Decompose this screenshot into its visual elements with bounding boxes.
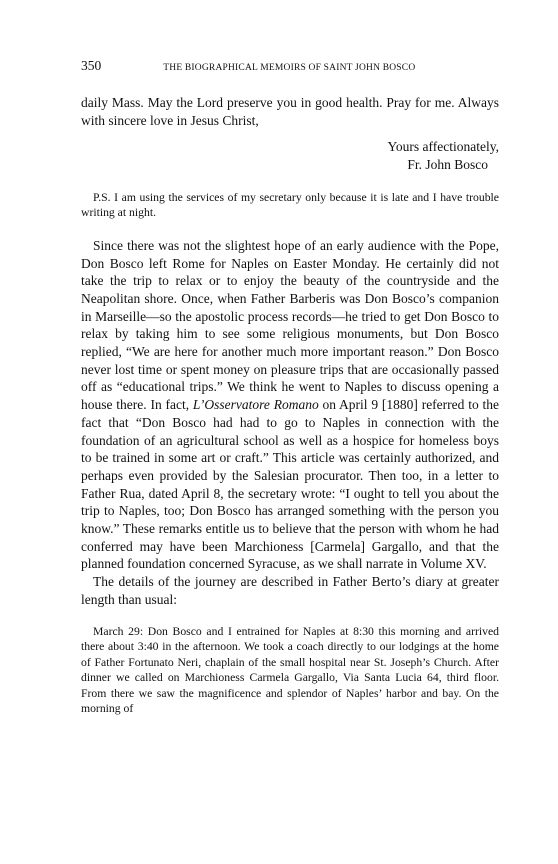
running-head: THE BIOGRAPHICAL MEMOIRS OF SAINT JOHN BOSCO <box>163 63 416 73</box>
postscript: P.S. I am using the services of my secretary only because it is late and I have trouble writing at night. <box>81 190 499 220</box>
diary-excerpt: March 29: Don Bosco and I entrained for Naples at 8:30 this morning and arrived there about 3:40 in the afternoon. We took a coach directly to our lodgings at the home of Father Fortunato Neri, chaplain of the small hospital near St. Joseph’s Church. After dinner we called on Marchioness Carmela Gargallo, Via Santa Lucia 64, third floor. From there we saw the magnificence and splendor of Naples’ harbor and bay. On the morning of <box>81 624 499 716</box>
page-number: 350 <box>81 58 102 73</box>
newspaper-title: L’Osservatore Romano <box>192 397 319 413</box>
signature-closing: Yours affectionately, <box>387 139 499 155</box>
page-header <box>81 58 499 78</box>
signature-name: Fr. John Bosco <box>407 157 488 173</box>
signature-block <box>81 138 499 173</box>
main-paragraph <box>81 237 499 573</box>
letter-closing-text: daily Mass. May the Lord preserve you in good health. Pray for me. Always with sincere love in Jesus Christ, <box>81 95 499 128</box>
lead-in-paragraph: The details of the journey are described in Father Berto’s diary at greater length than usual: <box>81 574 499 607</box>
main-paragraph-part1: Since there was not the slightest hope of an early audience with the Pope, Don Bosco left Rome for Naples on Easter Monday. He certainly did not take the trip to relax or to enjoy the beauty of the countryside and the Neapolitan shore. Once, when Father Barberis was Don Bosco’s companion in Marseille—so the apostolic process records—he tried to get Don Bosco to relax by taking him to see some religious monuments, but Don Bosco replied, “We are here for another much more important reason.” Don Bosco never lost time or spent money on pleasure trips that are occasionally passed off as “educational trips.” We think he went to Naples to discuss opening a house there. In fact, <box>81 237 499 413</box>
book-page <box>81 58 499 717</box>
main-paragraph-part2: on April 9 [1880] referred to the fact that “Don Bosco had had to go to Naples in connection with the foundation of an agricultural school as well as a hospice for homeless boys to be trained in some art or craft.” This article was certainly authorized, and perhaps even provided by the Salesian procurator. Then too, in a letter to Father Rua, dated April 8, the secretary wrote: “I ought to tell you about the trip to Naples, too; Don Bosco has arranged something with the person you know.” These remarks entitle us to believe that the person with whom he had conferred may have been Marchioness [Carmela] Gargallo, and that the planned foundation concerned Syracuse, as we shall narrate in Volume XV. <box>81 397 499 572</box>
